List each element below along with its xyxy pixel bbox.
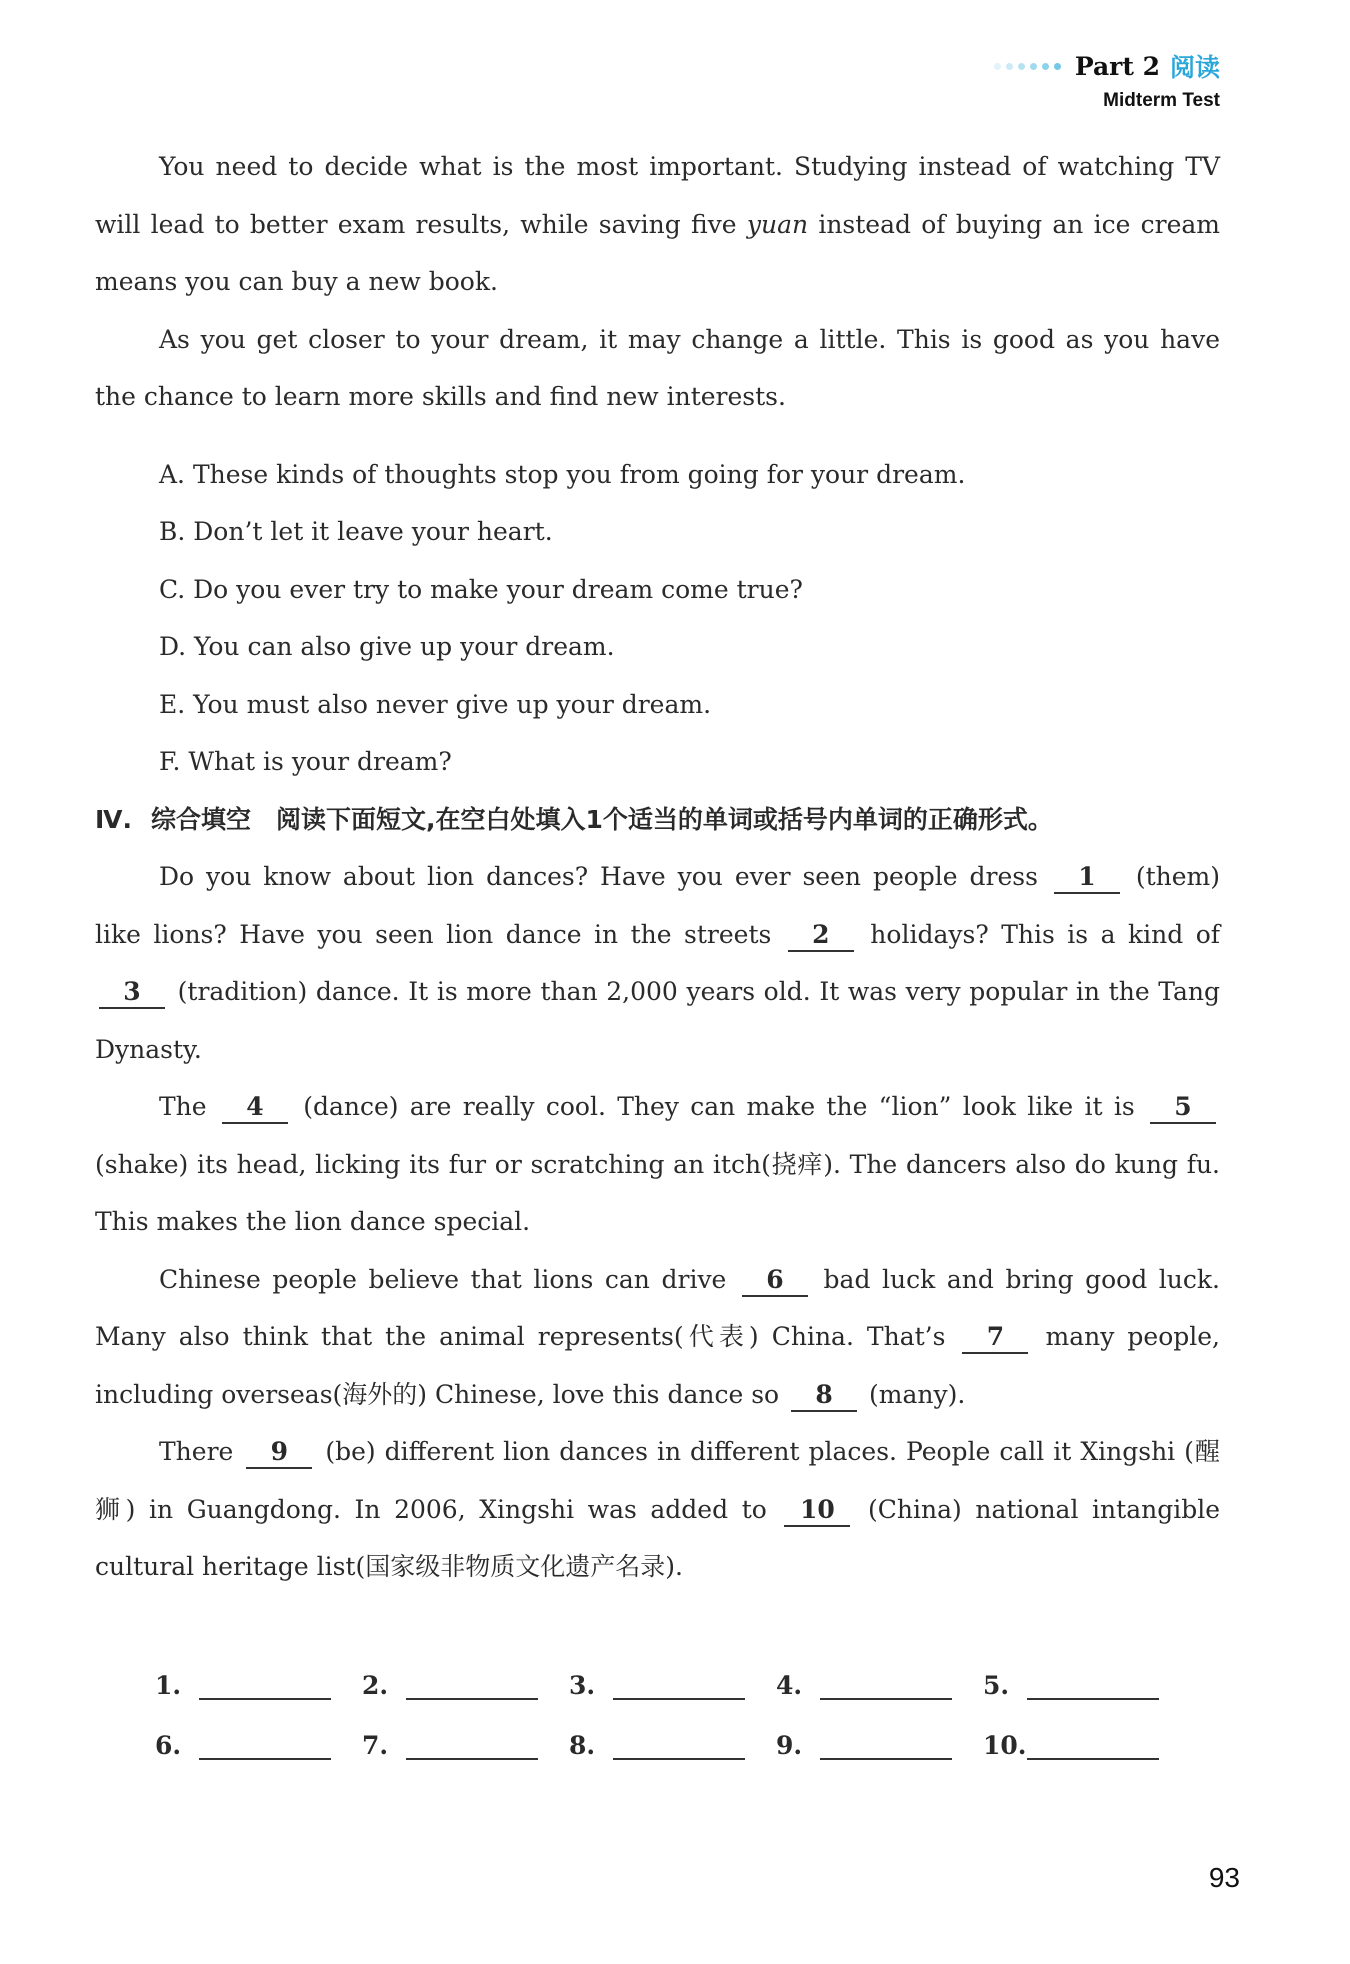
answer-line[interactable]: [613, 1732, 745, 1760]
answer-line[interactable]: [613, 1672, 745, 1700]
answer-slot[interactable]: [569, 1720, 776, 1760]
passage-italic-word: yuan: [746, 209, 809, 239]
answer-number: 3.: [569, 1671, 596, 1700]
blank-7: 7: [962, 1322, 1028, 1354]
answer-number: 9.: [776, 1731, 803, 1760]
answer-number: 1.: [155, 1671, 182, 1700]
blank-6: 6: [742, 1265, 808, 1297]
answer-number: 10.: [983, 1731, 1027, 1760]
passage-text: instead of buying an ice cream means you can buy a new book.: [95, 209, 1220, 296]
cloze-text: (dance) are really cool. They can make the “lion” look like it is: [291, 1092, 1146, 1121]
cloze-text: bad luck and bring good luck. Many also think that the animal represents(代表) China. That’s: [95, 1264, 1220, 1351]
answer-slot[interactable]: [362, 1660, 569, 1700]
answer-slot[interactable]: [776, 1720, 983, 1760]
option-d: D. You can also give up your dream.: [159, 632, 615, 661]
cloze-text: many people, including overseas(海外的) Chinese, love this dance so: [95, 1322, 1220, 1409]
option-b: B. Don’t let it leave your heart.: [159, 517, 553, 546]
cloze-paragraph-4: [95, 1423, 1220, 1596]
cloze-text: There: [159, 1437, 243, 1466]
option-f: F. What is your dream?: [159, 747, 452, 776]
midterm-test-label: Midterm Test: [1103, 90, 1220, 111]
answer-slot[interactable]: [983, 1720, 1190, 1760]
answer-slot[interactable]: [776, 1660, 983, 1700]
passage-paragraph-2: As you get closer to your dream, it may change a little. This is good as you have the chance to learn more skills and find new interests.: [95, 324, 1220, 411]
section-title: [95, 791, 1220, 849]
blank-1: 1: [1054, 862, 1120, 894]
blank-2: 2: [788, 920, 854, 952]
section-number: Ⅳ.: [95, 804, 132, 834]
option-e: E. You must also never give up your dream.: [159, 689, 712, 719]
blank-5: 5: [1150, 1092, 1216, 1124]
answer-line[interactable]: [199, 1732, 331, 1760]
options-list: [95, 446, 1220, 791]
answer-line[interactable]: [406, 1672, 538, 1700]
part-cn-label: 阅读: [1169, 53, 1220, 82]
answer-slot[interactable]: [155, 1660, 362, 1700]
cloze-text: The: [159, 1092, 218, 1121]
blank-4: 4: [222, 1092, 288, 1124]
answer-number: 7.: [362, 1731, 389, 1760]
answer-slot[interactable]: [362, 1720, 569, 1760]
answer-line[interactable]: [1027, 1732, 1159, 1760]
header-top: [994, 48, 1220, 84]
passage-text: You need to decide what is the most important. Studying instead of watching TV will lead to better exam results, while saving five: [95, 152, 1220, 239]
page-content: [95, 138, 1220, 1596]
answer-number: 8.: [569, 1731, 596, 1760]
page-number: 93: [1208, 1862, 1240, 1893]
cloze-paragraph-2: [95, 1078, 1220, 1251]
answer-line[interactable]: [820, 1672, 952, 1700]
answer-grid: [155, 1660, 1190, 1760]
answer-number: 4.: [776, 1671, 803, 1700]
passage-paragraph-1: [95, 138, 1220, 311]
answer-slot[interactable]: [983, 1660, 1190, 1700]
cloze-text: (China) national intangible cultural heritage list(国家级非物质文化遗产名录).: [95, 1494, 1221, 1581]
option-c: C. Do you ever try to make your dream come true?: [159, 574, 803, 604]
option-a: A. These kinds of thoughts stop you from going for your dream.: [159, 459, 966, 489]
cloze-text: Chinese people believe that lions can drive: [159, 1264, 738, 1294]
blank-9: 9: [246, 1437, 312, 1469]
cloze-text: holidays? This is a kind of: [857, 919, 1221, 949]
answer-number: 5.: [983, 1671, 1010, 1700]
answer-line[interactable]: [820, 1732, 952, 1760]
cloze-text: (many).: [861, 1379, 966, 1409]
answer-slot[interactable]: [569, 1660, 776, 1700]
blank-8: 8: [791, 1380, 857, 1412]
cloze-text: (shake) its head, licking its fur or scratching an itch(挠痒). The dancers also do kung fu. This makes the lion dance special.: [95, 1149, 1220, 1236]
cloze-text: (tradition) dance. It is more than 2,000 years old. It was very popular in the Tang Dynasty.: [95, 977, 1220, 1064]
answer-line[interactable]: [1027, 1672, 1159, 1700]
page-header: [994, 48, 1220, 112]
cloze-text: (be) different lion dances in different places. People call it Xingshi (醒狮) in Guangdong. In 2006, Xingshi was added to: [95, 1437, 1220, 1524]
section-instruction: 综合填空 阅读下面短文,在空白处填入1个适当的单词或括号内单词的正确形式。: [151, 804, 1053, 834]
answer-number: 6.: [155, 1731, 182, 1760]
blank-10: 10: [784, 1495, 850, 1527]
answer-number: 2.: [362, 1671, 389, 1700]
blank-3: 3: [99, 977, 165, 1009]
cloze-text: (them) like lions? Have you seen lion dance in the streets: [95, 862, 1220, 949]
cloze-text: Do you know about lion dances? Have you ever seen people dress: [159, 862, 1050, 891]
answer-line[interactable]: [199, 1672, 331, 1700]
answer-line[interactable]: [406, 1732, 538, 1760]
decorative-dots-icon: [994, 63, 1061, 70]
cloze-paragraph-3: [95, 1251, 1220, 1424]
part-label: Part 2: [1074, 51, 1160, 81]
cloze-paragraph-1: [95, 848, 1220, 1078]
answer-slot[interactable]: [155, 1720, 362, 1760]
